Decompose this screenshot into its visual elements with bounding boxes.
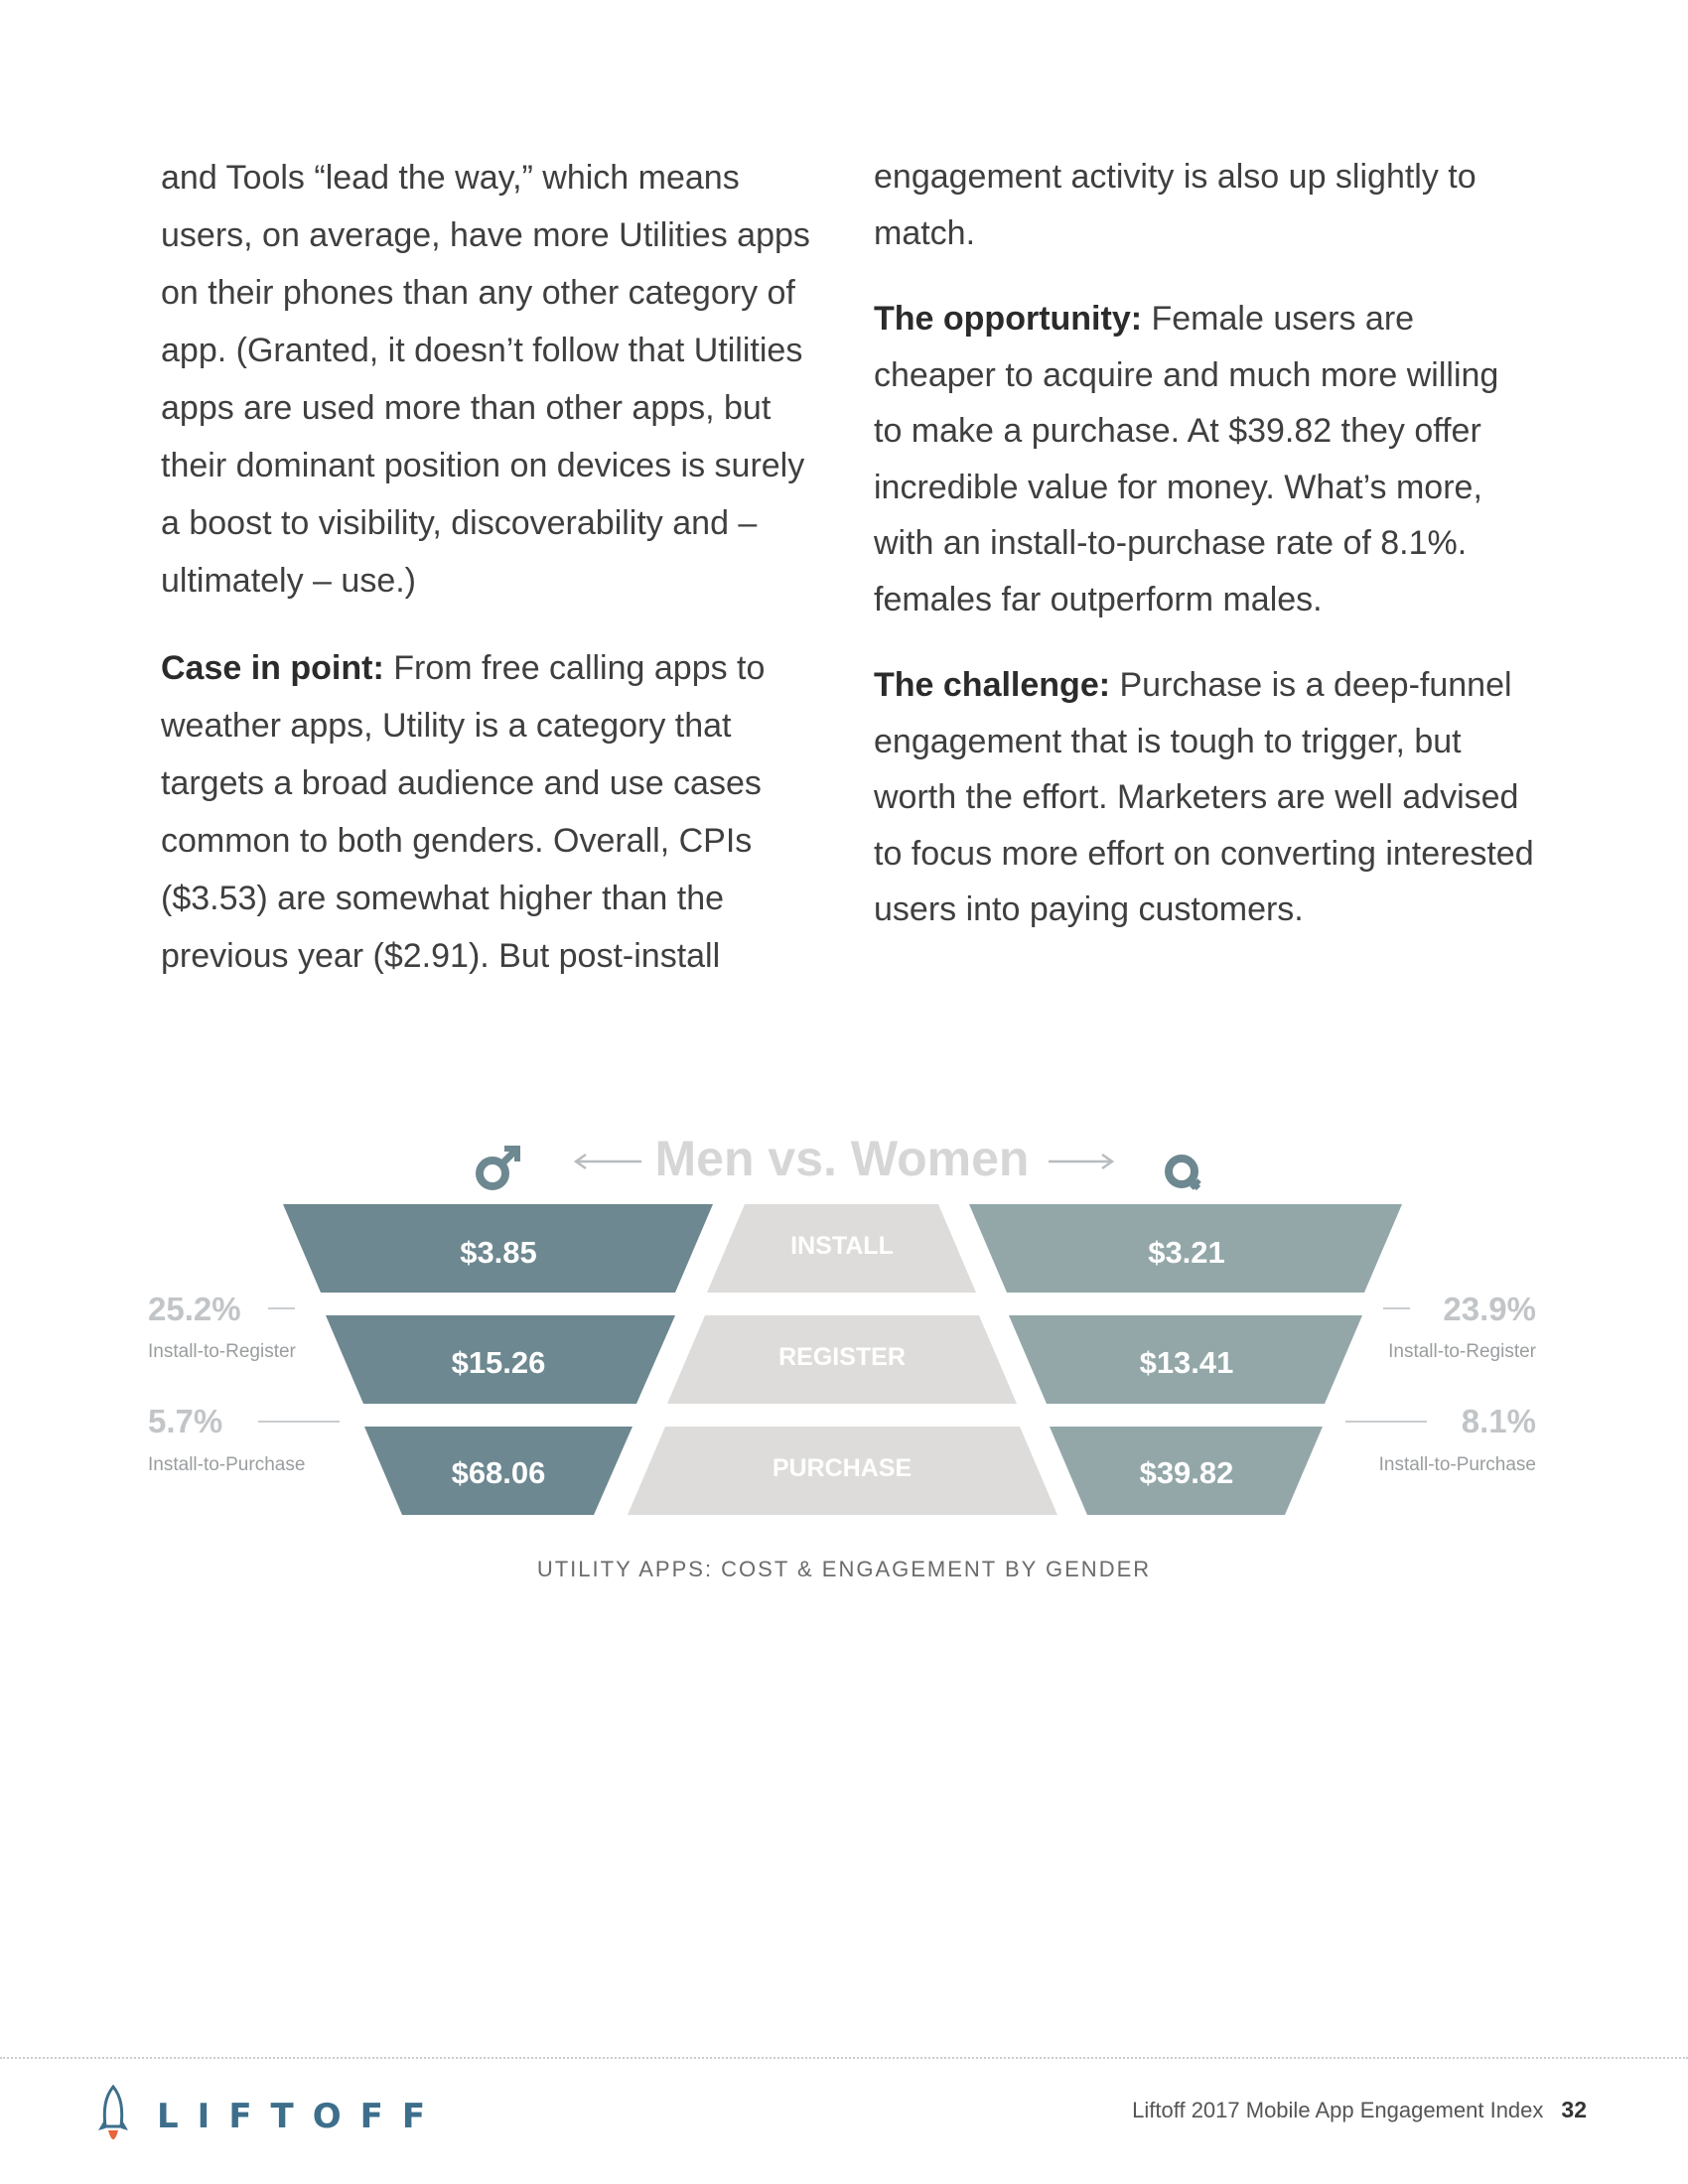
right-paragraph-3 <box>874 657 1534 938</box>
right-paragraph-2 <box>874 291 1534 627</box>
women-purchase-cost: $39.82 <box>1139 1455 1234 1490</box>
women-purchase-rate-label: Install-to-Purchase <box>1378 1454 1536 1475</box>
rocket-icon <box>95 2085 131 2148</box>
right-arrow-icon <box>1049 1155 1112 1168</box>
case-in-point-label: Case in point: <box>161 649 384 687</box>
men-purchase-rate: 5.7% <box>148 1403 223 1439</box>
men-register-cost: $15.26 <box>451 1345 546 1380</box>
right-paragraph-1: engagement activity is also up slightly to match. <box>874 158 1477 252</box>
men-register-rate-label: Install-to-Register <box>148 1341 296 1362</box>
footer-divider <box>0 2057 1688 2059</box>
left-paragraph-1: and Tools “lead the way,” which means users, on average, have more Utilities apps on their phones than any other category of app. (Granted, it doesn’t follow that Utilities apps are used more than other apps, but their dominant position on devices is surely a boost to visibility, discoverability and – ultimately – use.) <box>161 159 810 600</box>
women-purchase-rate: 8.1% <box>1461 1403 1536 1439</box>
women-install-cost: $3.21 <box>1148 1235 1225 1270</box>
challenge-text: Purchase is a deep-funnel engagement that is tough to trigger, but worth the effort. Marketers are well advised to focus more effort on converting interested users into paying customers. <box>874 666 1534 928</box>
logo-wordmark: LIFTOFF <box>157 2097 445 2136</box>
install-stage-label: INSTALL <box>790 1232 894 1260</box>
men-register-rate: 25.2% <box>148 1291 241 1327</box>
women-register-rate-label: Install-to-Register <box>1388 1341 1536 1362</box>
left-arrow-icon <box>576 1155 641 1168</box>
women-register-rate: 23.9% <box>1443 1291 1536 1327</box>
left-paragraph-2 <box>161 639 821 985</box>
page-number: 32 <box>1561 2097 1587 2122</box>
register-stage-label: REGISTER <box>778 1343 906 1371</box>
opportunity-label: The opportunity: <box>874 300 1143 338</box>
men-install-cost: $3.85 <box>460 1235 537 1270</box>
challenge-label: The challenge: <box>874 666 1111 704</box>
men-purchase-rate-label: Install-to-Purchase <box>148 1454 306 1475</box>
liftoff-logo <box>95 2085 444 2148</box>
gender-funnel-infographic <box>0 1122 1688 1598</box>
report-title: Liftoff 2017 Mobile App Engagement Index <box>1132 2098 1544 2122</box>
female-symbol-icon <box>1169 1159 1199 1188</box>
right-text-column <box>874 149 1534 968</box>
opportunity-text: Female users are cheaper to acquire and much more willing to make a purchase. At $39.82 they offer incredible value for money. What’s more, with an install-to-purchase rate of 8.1%. females far outperform males. <box>874 300 1499 618</box>
men-purchase-cost: $68.06 <box>451 1455 546 1490</box>
infographic-title: Men vs. Women <box>654 1131 1030 1186</box>
male-symbol-icon <box>480 1149 517 1186</box>
purchase-stage-label: PURCHASE <box>772 1454 913 1482</box>
women-register-cost: $13.41 <box>1139 1345 1234 1380</box>
footer-report-info <box>1132 2097 1587 2123</box>
infographic-caption: UTILITY APPS: COST & ENGAGEMENT BY GENDER <box>536 1557 1152 1581</box>
left-text-column <box>161 149 821 1015</box>
case-in-point-text: From free calling apps to weather apps, Utility is a category that targets a broad audience and use cases common to both genders. Overall, CPIs ($3.53) are somewhat higher than the previous year ($2.91). But post-install <box>161 649 766 975</box>
